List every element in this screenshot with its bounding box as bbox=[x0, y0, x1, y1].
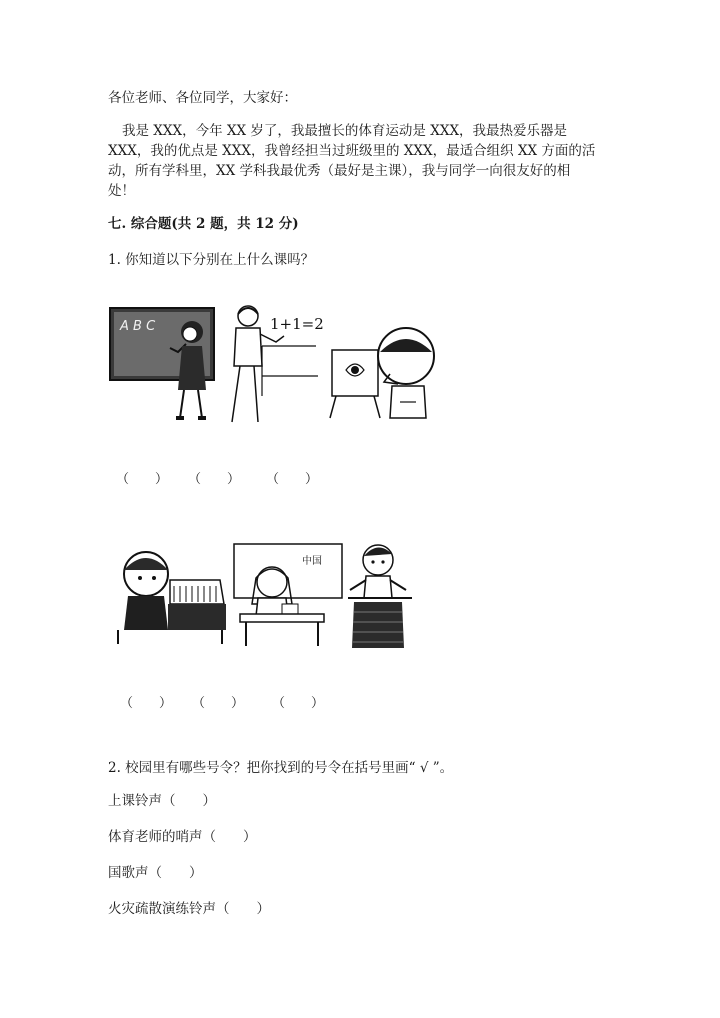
question-1-prompt: 1. 你知道以下分别在上什么课吗？ bbox=[108, 252, 315, 268]
art-class-illustration bbox=[328, 322, 440, 422]
math-equation-text: 1+1=2 bbox=[270, 315, 324, 333]
speech-body-line-2: XXX，我的优点是 XXX，我曾经担当过班级里的 XXX，最适合组织 XX 方面的活 bbox=[108, 143, 596, 159]
speech-body-line-4: 处！ bbox=[108, 183, 135, 199]
english-class-illustration bbox=[108, 300, 220, 430]
speech-body-line-1: 我是 XXX，今年 XX 岁了，我最擅长的体育运动是 XXX，我最热爱乐器是 bbox=[122, 123, 568, 139]
chinese-class-illustration bbox=[232, 542, 344, 650]
blackboard-abc-text: A B C bbox=[120, 319, 156, 334]
q2-item-class-bell[interactable]: 上课铃声（ ） bbox=[108, 793, 216, 809]
q2-item-pe-whistle[interactable]: 体育老师的哨声（ ） bbox=[108, 829, 257, 845]
math-class-illustration bbox=[222, 300, 332, 430]
q1-row1-blank-1[interactable]: （ ） bbox=[116, 472, 169, 487]
speech-body-line-3: 动，所有学科里，XX 学科我最优秀（最好是主课），我与同学一向很友好的相 bbox=[108, 163, 571, 179]
q1-row2-blank-1[interactable]: （ ） bbox=[120, 696, 173, 711]
q1-row2-blank-3[interactable]: （ ） bbox=[272, 696, 325, 711]
q1-row2-blank-2[interactable]: （ ） bbox=[192, 696, 245, 711]
q2-item-national-anthem[interactable]: 国歌声（ ） bbox=[108, 865, 203, 881]
section-heading: 七. 综合题(共 2 题，共 12 分) bbox=[108, 216, 299, 232]
speech-greeting: 各位老师、各位同学，大家好： bbox=[108, 90, 297, 106]
question-2-prompt: 2. 校园里有哪些号令？把你找到的号令在括号里画“ √ ”。 bbox=[108, 760, 454, 776]
pe-class-illustration bbox=[344, 540, 424, 652]
q1-row1-blank-2[interactable]: （ ） bbox=[188, 472, 241, 487]
q1-row1-blank-3[interactable]: （ ） bbox=[266, 472, 319, 487]
q2-item-fire-drill-bell[interactable]: 火灾疏散演练铃声（ ） bbox=[108, 901, 270, 917]
chinese-board-text: 中国 bbox=[302, 556, 322, 567]
music-class-illustration bbox=[112, 546, 232, 646]
